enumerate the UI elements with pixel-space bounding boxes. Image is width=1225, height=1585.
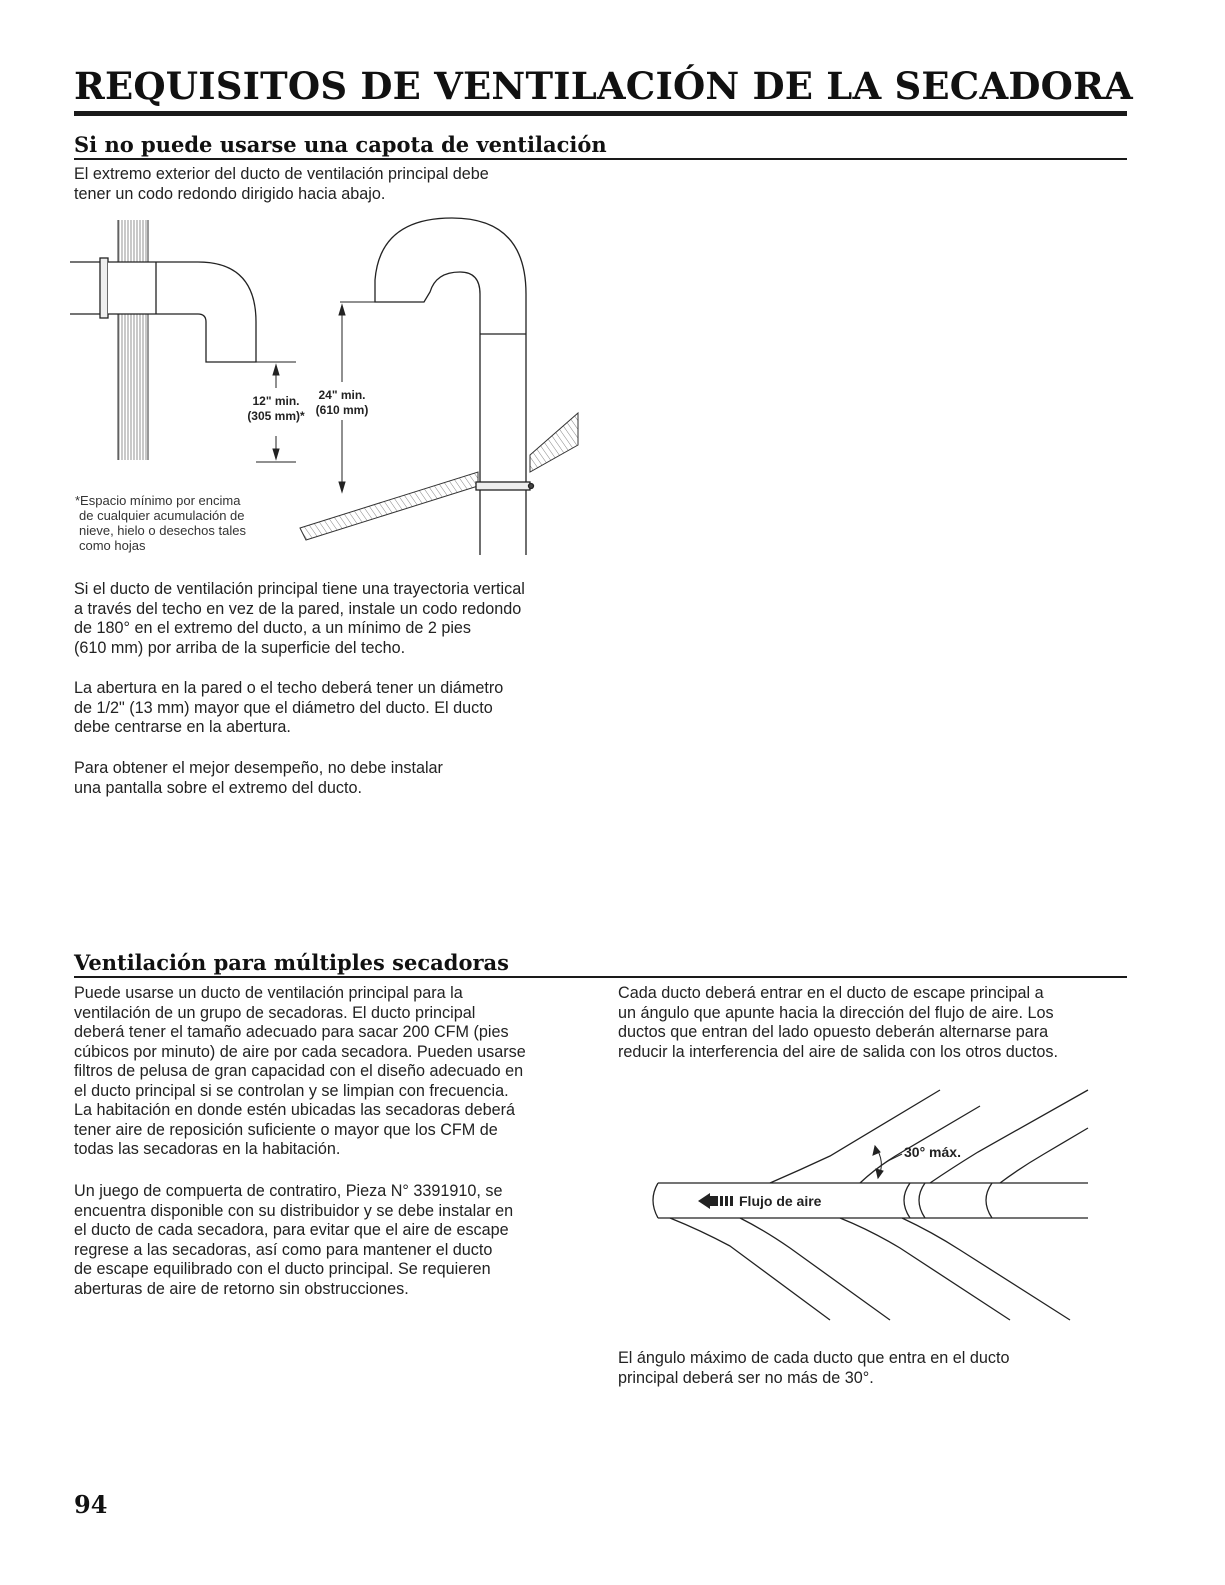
text-line: Un juego de compuerta de contratiro, Pieza N° 3391910, se: [74, 1182, 503, 1200]
footnote-line: como hojas: [79, 538, 146, 553]
text-line: El ángulo máximo de cada ducto que entra en el ducto: [618, 1349, 1010, 1367]
duct-angle-paragraph: [618, 984, 1058, 1062]
text-line: encuentra disponible con su distribuidor y se debe instalar en: [74, 1201, 514, 1220]
page-title: REQUISITOS DE VENTILACIÓN DE LA SECADORA: [74, 64, 1133, 108]
text-line: Si el ducto de ventilación principal tiene una trayectoria vertical: [74, 580, 525, 598]
branch-ducts-lower: [670, 1218, 1070, 1320]
vertical-path-paragraph: [74, 580, 525, 658]
text-line: deberá tener el tamaño adecuado para sacar 200 CFM (pies: [74, 1023, 509, 1041]
section-rule-no-hood: [74, 158, 1127, 160]
page-number: 94: [74, 1490, 108, 1519]
text-line: regrese a las secadoras, así como para mantener el ducto: [74, 1240, 493, 1259]
angle-label: 30° máx.: [904, 1144, 961, 1160]
multiple-dryers-paragraph-2: [74, 1182, 513, 1299]
text-line: de 180° en el extremo del ducto, a un mínimo de 2 pies: [74, 619, 472, 637]
text-line: tener un codo redondo dirigido hacia abajo.: [74, 184, 386, 203]
section-heading-no-hood: Si no puede usarse una capota de ventilación: [74, 132, 607, 157]
multiple-dryers-paragraph-1: [74, 984, 526, 1160]
text-line: una pantalla sobre el extremo del ducto.: [74, 778, 362, 797]
figure-footnote: [75, 493, 246, 553]
text-line: (610 mm) por arriba de la superficie del techo.: [74, 638, 406, 657]
branch-ducts-upper: [770, 1090, 1088, 1183]
text-line: Puede usarse un ducto de ventilación principal para la: [74, 984, 463, 1002]
airflow-label: Flujo de aire: [739, 1193, 822, 1209]
section-rule-multiple-dryers: [74, 976, 1127, 978]
text-line: cúbicos por minuto) de aire por cada secadora. Pueden usarse: [74, 1042, 526, 1061]
text-line: todas las secadoras en la habitación.: [74, 1140, 341, 1158]
text-line: ventilación de un grupo de secadoras. El ducto principal: [74, 1003, 476, 1022]
text-line: aberturas de aire de retorno sin obstrucciones.: [74, 1279, 409, 1298]
text-line: ductos que entran del lado opuesto deberán alternarse para: [618, 1023, 1049, 1041]
footnote-line: de cualquier acumulación de: [79, 508, 245, 523]
angle-caption: [618, 1349, 1009, 1388]
footnote-line: *Espacio mínimo por encima: [75, 493, 241, 508]
angle-indicator: [873, 1146, 902, 1178]
text-line: tener aire de reposición suficiente o mayor que los CFM de: [74, 1120, 498, 1139]
text-line: filtros de pelusa de gran capacidad con el diseño adecuado en: [74, 1062, 524, 1080]
text-line: reducir la interferencia del aire de salida con los otros ductos.: [618, 1042, 1058, 1061]
text-line: de 1/2" (13 mm) mayor que el diámetro del ducto. El ducto: [74, 698, 493, 717]
screen-paragraph: [74, 759, 443, 798]
intro-paragraph: [74, 165, 489, 204]
text-line: debe centrarse en la abertura.: [74, 718, 291, 736]
label-12in: 12" min.: [252, 394, 300, 408]
label-305mm: (305 mm)*: [247, 409, 305, 423]
label-24in: 24" min.: [318, 388, 366, 402]
airflow-arrow-icon: [698, 1193, 733, 1209]
label-610mm: (610 mm): [315, 403, 369, 417]
text-line: La habitación en donde estén ubicadas las secadoras deberá: [74, 1101, 515, 1119]
text-line: El extremo exterior del ducto de ventilación principal debe: [74, 165, 489, 183]
elbow-clearance-diagram: [70, 210, 590, 570]
manifold-diagram: [640, 1070, 1100, 1330]
text-line: el ducto principal si se controlan y se limpian con frecuencia.: [74, 1081, 509, 1100]
wall-elbow-duct: [70, 258, 256, 362]
section-heading-multiple-dryers: Ventilación para múltiples secadoras: [74, 950, 509, 975]
main-duct: [653, 1183, 1088, 1218]
text-line: de escape equilibrado con el ducto principal. Se requieren: [74, 1260, 491, 1278]
wall: [118, 220, 148, 460]
text-line: Para obtener el mejor desempeño, no debe instalar: [74, 759, 443, 777]
text-line: un ángulo que apunte hacia la dirección del flujo de aire. Los: [618, 1003, 1054, 1022]
title-rule: [74, 111, 1127, 116]
text-line: La abertura en la pared o el techo deberá tener un diámetro: [74, 679, 504, 697]
text-line: a través del techo en vez de la pared, instale un codo redondo: [74, 599, 522, 618]
footnote-line: nieve, hielo o desechos tales: [79, 523, 246, 538]
opening-paragraph: [74, 679, 503, 738]
text-line: el ducto de cada secadora, para evitar que el aire de escape: [74, 1221, 509, 1239]
text-line: Cada ducto deberá entrar en el ducto de escape principal a: [618, 984, 1044, 1002]
text-line: principal deberá ser no más de 30°.: [618, 1368, 874, 1387]
